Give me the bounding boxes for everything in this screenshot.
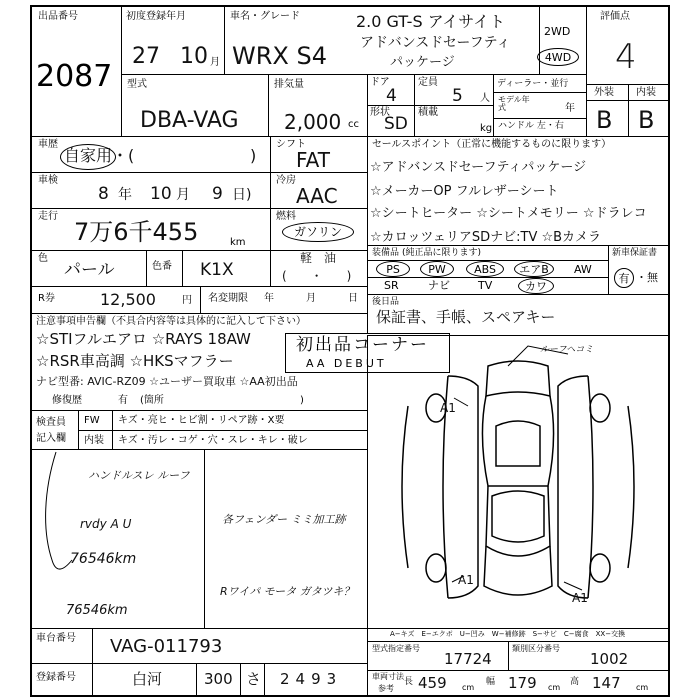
length-value: 459	[418, 674, 447, 692]
doors-label: ドア	[370, 77, 390, 88]
capacity-label: 定員	[418, 77, 438, 88]
new-warranty-label: 新車保証書	[612, 248, 658, 258]
dealer-label: ディーラー・並行	[497, 79, 569, 89]
category-value: 1002	[590, 650, 629, 668]
grade-line1: 2.0 GT-S アイサイト	[356, 12, 506, 31]
category-label: 類別区分番号	[512, 644, 560, 653]
model-value: DBA-VAG	[140, 108, 239, 133]
lot-number: 2087	[36, 59, 113, 94]
equip-leather: カワ	[518, 278, 554, 294]
selling-point-item: ☆カロッツェリアSDナビ:TV ☆Bカメラ	[370, 230, 602, 245]
load-label: 積載	[418, 107, 438, 118]
warranty-no: ・無	[636, 271, 658, 284]
selling-point-item: ☆シートヒーター ☆シートメモリー ☆ドラレコ	[370, 206, 647, 221]
name-change-label: 名変期限	[208, 293, 248, 304]
name-change-day: 日	[348, 293, 358, 304]
name-change-month: 月	[306, 293, 316, 304]
color-no-value: K1X	[200, 260, 234, 280]
fuel-label: 燃料	[276, 211, 296, 222]
shape-value: SD	[384, 114, 408, 134]
inspection-year: 8	[98, 184, 109, 204]
height-value: 147	[592, 674, 621, 692]
inspector-label1: 検査員	[36, 417, 66, 428]
capacity-unit: 人	[480, 93, 490, 104]
notes-line3: ナビ型番: AVIC-RZ09 ☆ユーザー買取車 ☆AA初出品	[36, 375, 298, 388]
interior-items: キズ・汚レ・コゲ・穴・スレ・キレ・破レ	[118, 435, 308, 446]
shift-value: FAT	[296, 148, 331, 172]
score-value: 4	[615, 37, 637, 77]
chassis-value: VAG-011793	[110, 636, 223, 657]
width-cm: cm	[548, 683, 561, 692]
selling-point-item: ☆アドバンスドセーフティパッケージ	[370, 160, 587, 175]
year-char: 年	[118, 187, 132, 203]
comment-4: 76546km	[70, 551, 137, 567]
history-circle	[60, 144, 116, 170]
interior-grade: B	[638, 106, 655, 134]
plate-class: 300	[204, 670, 233, 688]
notes-line2: ☆RSR車高調 ☆HKSマフラー	[36, 352, 234, 370]
name-change-year: 年	[264, 293, 274, 304]
displacement-unit: cc	[348, 119, 359, 130]
drive-2wd: 2WD	[544, 25, 571, 38]
ac-label: 冷房	[276, 175, 296, 186]
handle-label: ハンドル 左・右	[498, 121, 564, 131]
damage-mark: A1	[440, 401, 456, 415]
fuel-diesel: 軽 油	[300, 251, 337, 265]
width-value: 179	[508, 674, 537, 692]
comment-5: Rワイパ モータ ガタツキ？	[220, 585, 355, 598]
mileage-label: 走行	[38, 211, 58, 222]
chassis-label: 車台番号	[36, 633, 76, 644]
fuel-paren: ( ・ )	[282, 269, 352, 283]
equip-navi: ナビ	[428, 279, 450, 292]
recycle-label: R券	[38, 293, 55, 304]
designation-value: 17724	[444, 650, 492, 668]
color-label: 色	[38, 253, 48, 264]
equip-airbag: エアB	[514, 261, 554, 277]
mileage-value: 7万6千455	[74, 218, 199, 246]
car-name: WRX S4	[232, 42, 327, 70]
capacity-value: 5	[452, 86, 463, 106]
displacement-label: 排気量	[274, 79, 304, 90]
damage-legend: A−キズ E−エクボ U−凹み W−補修跡 S−サビ C−腐食 XX−交換	[390, 630, 626, 638]
comment-6: 76546km	[66, 603, 128, 618]
equip-pw: PW	[420, 261, 454, 277]
grade-line3: パッケージ	[390, 55, 455, 70]
length-cm: cm	[462, 683, 475, 692]
notes-line1: ☆STIフルエアロ ☆RAYS 18AW	[36, 330, 251, 348]
exterior-grade: B	[596, 106, 613, 134]
first-reg-month: 10	[180, 44, 208, 69]
first-reg-year: 27	[132, 44, 160, 69]
height-word: 高	[570, 677, 580, 687]
inspection-day: 9	[212, 184, 223, 204]
repair-close: )	[300, 395, 304, 406]
debut-jp: 初出品コーナー	[296, 335, 429, 355]
color-no-label: 色番	[152, 261, 172, 272]
warranty-yes: 有	[614, 268, 634, 288]
drive-4wd: 4WD	[537, 48, 579, 66]
fw-label: FW	[84, 415, 100, 426]
comment-3: 各フェンダー ミミ加工跡	[222, 513, 346, 526]
attachments-label: 後日品	[372, 297, 400, 307]
plate-label: 登録番号	[36, 672, 76, 683]
inspection-month: 10	[150, 184, 172, 204]
designation-label: 型式指定番号	[372, 644, 420, 653]
recycle-yen: 円	[182, 295, 192, 306]
shape-label: 形状	[370, 107, 390, 118]
history-value: 自家用・(	[64, 146, 135, 165]
plate-kana: さ	[246, 670, 262, 688]
equip-sr: SR	[384, 279, 399, 292]
displacement-value: 2,000	[284, 110, 342, 134]
plate-number: 2493	[280, 670, 343, 688]
repair-label: 修復歴	[52, 395, 82, 406]
damage-mark: A1	[572, 591, 588, 605]
load-unit: kg	[480, 123, 493, 134]
attachments-value: 保証書、手帳、スペアキー	[376, 308, 556, 326]
day-char: 日)	[232, 187, 252, 203]
model-label: 型式	[127, 79, 147, 90]
lot-label: 出品番号	[38, 11, 78, 22]
damage-mark: A1	[458, 573, 474, 587]
inspection-label: 車検	[38, 175, 58, 186]
equip-ps: PS	[376, 261, 410, 277]
model-year-label: モデル年式	[498, 95, 530, 112]
equipment-label: 装備品	[372, 248, 400, 258]
doors-value: 4	[386, 86, 397, 106]
comment-1: ハンドルスレ ルーフ	[88, 469, 190, 482]
selling-points-title: セールスポイント（正常に機能するものに限ります）	[372, 139, 612, 150]
score-label: 評価点	[600, 11, 630, 22]
month-unit: 月	[210, 57, 220, 68]
equip-tv: TV	[478, 279, 493, 292]
fuel-gasoline: ガソリン	[282, 222, 354, 242]
diagram-top-note: ルーフヘコミ	[540, 345, 594, 355]
month-char: 月	[176, 187, 190, 203]
plate-area: 白河	[132, 670, 163, 688]
grade-line2: アドバンスドセーフティ	[360, 35, 511, 51]
exterior-label: 外装	[594, 87, 614, 98]
car-diagram	[368, 336, 668, 626]
selling-point-item: ☆メーカーOP フルレザーシート	[370, 184, 559, 199]
width-word: 幅	[486, 677, 496, 687]
equip-aw: AW	[574, 263, 592, 276]
interior-insp-label: 内装	[84, 435, 104, 446]
repair-value: 有	[118, 395, 128, 406]
length-word: 長	[404, 677, 414, 687]
first-reg-label: 初度登録年月	[126, 11, 186, 22]
length-label: 車両寸法	[372, 672, 404, 681]
comment-2: rvdy A U	[80, 517, 132, 531]
hand-curve	[38, 450, 98, 610]
inspector-label2: 記入欄	[36, 433, 66, 444]
mileage-unit: km	[230, 237, 246, 248]
repair-place: (箇所	[140, 395, 164, 406]
notes-title: 注意事項申告欄（不具合内容等は具体的に記入して下さい）	[36, 316, 306, 327]
fw-items: キズ・亮ヒ・ヒビ割・リペア跡・X要	[118, 415, 285, 426]
recycle-value: 12,500	[100, 290, 156, 309]
ac-value: AAC	[296, 184, 338, 208]
debut-en: AA DEBUT	[306, 357, 387, 370]
history-close: )	[250, 146, 257, 165]
equip-abs: ABS	[466, 261, 504, 277]
shift-label: シフト	[276, 139, 306, 150]
height-cm: cm	[636, 683, 649, 692]
year-unit: 年	[565, 103, 575, 114]
car-name-label: 車名・グレード	[230, 11, 300, 22]
interior-label: 内装	[636, 87, 656, 98]
color-value: パール	[64, 260, 115, 280]
equipment-note: (純正品に限ります)	[402, 248, 482, 258]
length-sub: 参考	[378, 684, 394, 693]
history-label: 車歴	[38, 139, 58, 150]
